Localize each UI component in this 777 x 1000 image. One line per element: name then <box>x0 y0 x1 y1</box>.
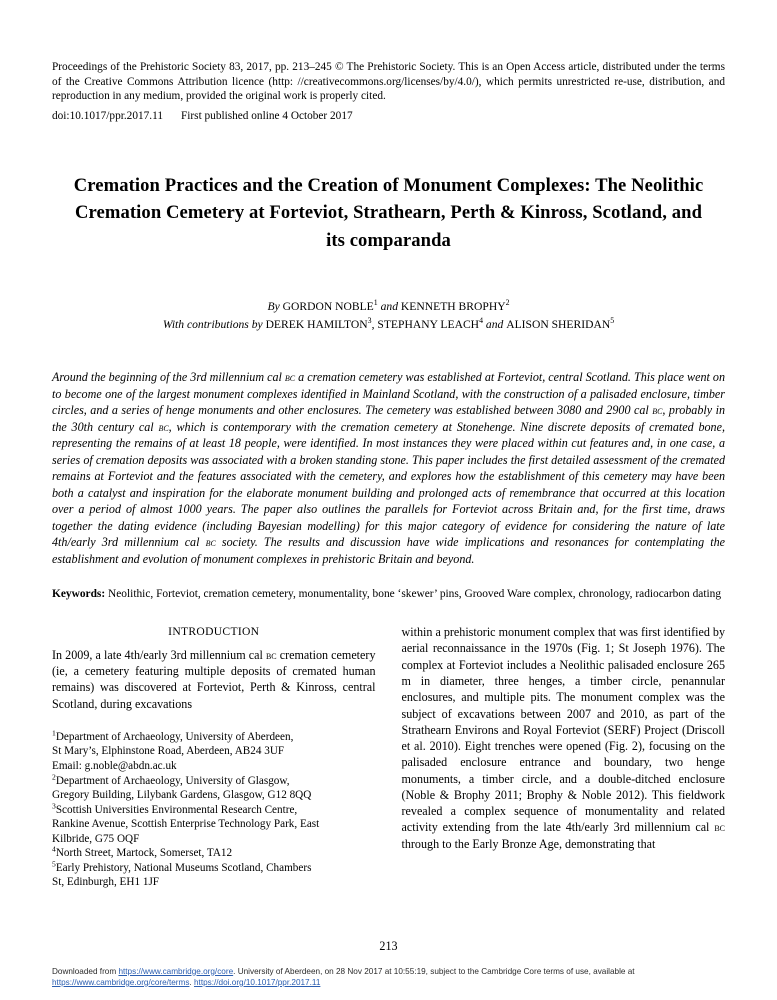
byline-and-label: and <box>380 300 398 314</box>
affiliation-5-marker: 5 <box>52 859 56 869</box>
affiliation-5-line-2: St, Edinburgh, EH1 1JF <box>52 876 160 889</box>
abstract: Around the beginning of the 3rd millennium cal bc a cremation cemetery was established at Forteviot, central Scotland. This place went on to become one of the largest monument complexes identified in Mainland Scotland, with the construction of a palisaded enclosure, timber circles, and a series of henge monuments and other enclosures. The cemetery was established between 3080 and 2900 cal bc, probably in the 30th century cal bc, which is contemporary with the cremation cemetery at Stonehenge. Nine discrete deposits of cremated bone, representing the remains of at least 18 people, were identified. In most instances they were placed within cut features and, in one case, a series of cremation deposits was associated with a broken standing stone. This paper includes the first detailed assessment of the cremated remains at Forteviot and the features associated with the cemetery, and explores how the establishment of this cemetery may have been both a catalyst and inspiration for the elaborate monument building and prolonged acts of remembrance that occurred at this location over a period of almost 1000 years. The paper also outlines the parallels for Forteviot across Britain and, for the first time, draws together the dating evidence (including Bayesian modelling) for this major category of evidence for considering the nature of late 4th/early 3rd millennium cal bc society. The results and discussion have wide implications and resonances for contemplating the establishment and evolution of monument complexes in prehistoric Britain and beyond. <box>52 370 726 566</box>
column-left <box>52 624 376 890</box>
contributor-2-affiliation-marker: 4 <box>479 315 483 325</box>
affiliation-1 <box>52 730 376 774</box>
column-right <box>402 624 726 890</box>
byline-by-label: By <box>267 300 280 314</box>
section-heading-introduction: INTRODUCTION <box>168 625 260 639</box>
affiliation-1-line-2: St Mary’s, Elphinstone Road, Aberdeen, AB24 3UF <box>52 745 285 758</box>
byline-contributors: With contributions by DEREK HAMILTON$^3$, STEPHANY LEACH$^4$ and ALISON SHERIDAN$^5$ <box>162 315 615 331</box>
keywords-label: Keywords: <box>52 588 106 601</box>
author-2: KENNETH BROPHY <box>400 300 506 314</box>
contributor-3: ALISON SHERIDAN <box>506 317 611 331</box>
masthead <box>52 60 725 124</box>
affiliation-2-line-1: Department of Archaeology, University of Glasgow, <box>55 774 290 787</box>
author-2-affiliation-marker: 2 <box>505 298 510 308</box>
contributor-1-affiliation-marker: 3 <box>367 315 372 325</box>
body-columns <box>52 624 725 890</box>
affiliation-4 <box>52 846 376 861</box>
contributor-1: DEREK HAMILTON <box>265 317 368 331</box>
page-title: Cremation Practices and the Creation of Monument Complexes: The Neolithic Cremation Cemetery at Forteviot, Strathearn, Perth & Kinross, Scotland, and its comparanda <box>73 174 704 251</box>
affiliation-3-marker: 3 <box>52 800 56 810</box>
affiliation-1-email: Email: g.noble@abdn.ac.uk <box>52 759 177 772</box>
affiliation-2-marker: 2 <box>52 771 56 781</box>
footer-link-core[interactable]: https://www.cambridge.org/core <box>118 966 234 976</box>
copyright-line: Proceedings of the Prehistoric Society 83, 2017, pp. 213–245 © The Prehistoric Society. This is an Open Access article, distributed under the terms of the Creative Commons Attribution licence (http: //creativecommons.org/licenses/by/4.0/), which permits unrestricted re-use, distribution, and reproduction in any medium, provided the original work is properly cited. <box>52 61 725 103</box>
byline <box>52 298 725 333</box>
intro-paragraph-right: within a prehistoric monument complex that was first identified by aerial reconnaissance in the 1970s (Fig. 1; St Joseph 1976). The complex at Forteviot includes a Neolithic palisaded enclosure 265 m in diameter, three henges, a timber circle, penannular enclosures, and multiple pits. The monument complex was the subject of excavations between 2007 and 2010, as part of the Strathearn Environs and Royal Forteviot (SERF) Project (Driscoll et al. 2010). Eight trenches were opened (Fig. 2), focusing on the palisaded enclosure entrance and boundary, two henge monuments, a timber circle, and a double-ditched enclosure (Noble & Brophy 2011; Brophy & Noble 2012). This fieldwork revealed a complex sequence of monumentality and related activity extending from the late 4th/early 3rd millennium cal bc through to the Early Bronze Age, demonstrating that <box>401 625 725 851</box>
affiliation-3-line-2: Rankine Avenue, Scottish Enterprise Technology Park, East <box>52 818 320 831</box>
keywords <box>52 587 725 602</box>
footer-mid: . University of Aberdeen, on 28 Nov 2017 at 10:55:19, subject to the Cambridge Core terms of use, available at <box>233 966 635 976</box>
affiliation-1-marker: 1 <box>52 728 56 738</box>
affiliation-3 <box>52 800 376 847</box>
footer-link-doi[interactable]: https://doi.org/10.1017/ppr.2017.11 <box>193 977 321 987</box>
affiliation-1-line-1: Department of Archaeology, University of Aberdeen, <box>55 730 294 743</box>
footer-prefix: Downloaded from <box>52 966 119 976</box>
download-footer: Downloaded from https://www.cambridge.org/core. University of Aberdeen, on 28 Nov 2017 at 10:55:19, subject to the Cambridge Core terms of use, available at https://www.cambridge.org/core/terms. https://doi.org/10.1017/ppr.2017.11 <box>52 966 635 987</box>
contributor-2: STEPHANY LEACH <box>377 317 480 331</box>
affiliation-4-line-1: North Street, Martock, Somerset, TA12 <box>55 847 233 860</box>
intro-paragraph-left: In 2009, a late 4th/early 3rd millennium cal bc cremation cemetery (ie, a cemetery featuring multiple deposits of cremated human remains) was discovered at Forteviot, Perth & Kinross, central Scotland, during excavations <box>52 647 376 711</box>
affiliation-3-line-3: Kilbride, G75 OQF <box>52 832 140 845</box>
contributors-and-label: and <box>485 317 504 331</box>
affiliation-2 <box>52 771 376 803</box>
contributor-3-affiliation-marker: 5 <box>610 315 615 325</box>
affiliation-3-line-1: Scottish Universities Environmental Research Centre, <box>55 803 298 816</box>
author-1-affiliation-marker: 1 <box>373 298 378 308</box>
affiliations-list <box>52 730 376 890</box>
footer-link-terms[interactable]: https://www.cambridge.org/core/terms <box>52 977 190 987</box>
affiliation-5 <box>52 861 376 890</box>
affiliation-2-line-2: Gregory Building, Lilybank Gardens, Glasgow, G12 8QQ <box>52 789 312 802</box>
author-1: GORDON NOBLE <box>282 300 374 314</box>
doi-text: doi:10.1017/ppr.2017.11 <box>52 110 163 123</box>
page-number: 213 <box>379 939 398 953</box>
keywords-text: Neolithic, Forteviot, cremation cemetery, monumentality, bone ‘skewer’ pins, Grooved Ware complex, chronology, radiocarbon dating <box>108 588 722 601</box>
published-online-text: First published online 4 October 2017 <box>180 110 353 123</box>
byline-authors <box>52 298 725 315</box>
doi-line <box>52 109 725 124</box>
affiliation-5-line-1: Early Prehistory, National Museums Scotland, Chambers <box>55 861 312 874</box>
contributors-label: With contributions by <box>162 317 263 331</box>
affiliation-4-marker: 4 <box>52 844 56 854</box>
